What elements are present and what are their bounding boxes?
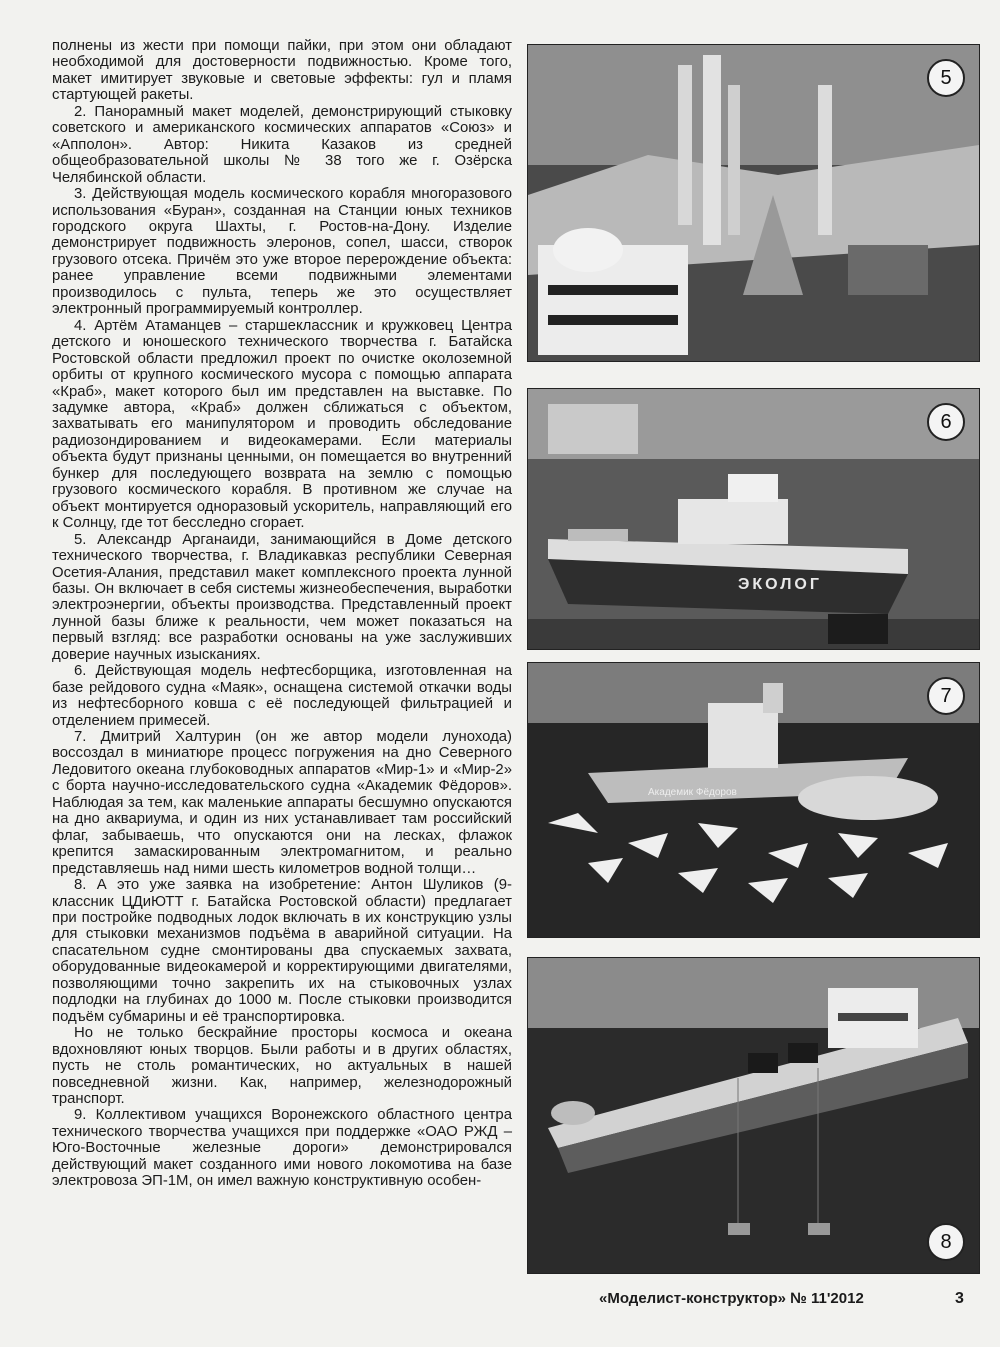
photo-number-badge: 7 <box>927 677 965 715</box>
paragraph-7-mir-submersibles: 7. Дмитрий Халтурин (он же автор модели лунохода) воссоздал в миниатюре процесс погружения на дно Северного Ледовитого океана глубоководных аппаратов «Мир-1» и «Мир-2» с борта научно-исследовательского судна «Академик Фёдоров». Наблюдая за тем, как маленькие аппараты бесшумно опускаются на дно аквариума, и один из них устанавливает там российский флаг, забываешь, что опускаются они на лесках, флажок крепится замаскированным электромагнитом, и реально представляешь над ними шесть километров водной толщи… <box>52 729 512 877</box>
paragraph-5-lunar-base: 5. Александр Арганаиди, занимающийся в Доме детского технического творчества, г. Владикавказ республики Северная Осетия-Алания, представил макет комплексного проекта лунной базы. Он включает в себя системы жизнеобеспечения, выработки электроэнергии, объекты производства. Представленный проект лунной базы ближе к реальности, чем может показаться на первый взгляд: все разработки основаны на уже заслуживших доверие научных изысканиях. <box>52 531 512 663</box>
paragraph-3-buran: 3. Действующая модель космического корабля многоразового использования «Буран», созданная на Станции юных техников городского округа Шахты, г. Ростов-на-Дону. Изделие демонстрирует подвижность элеронов, сопел, шасси, створок грузового отсека. Причём это уже второе перерождение объекта: ранее управление всеми подвижными элементами производилось с пульта, теперь же это осуществляет электронный программируемый контроллер. <box>52 186 512 318</box>
paragraph-transition: Но не только бескрайние просторы космоса и океана вдохновляют юных творцов. Были работы и в других областях, пусть не столь романтических, но актуальных в нашей повседневной жизни. Как, например, железнодорожный транспорт. <box>52 1025 512 1107</box>
ship-name-label: Академик Фёдоров <box>648 787 737 798</box>
page-number: 3 <box>955 1290 964 1307</box>
photo-number-badge: 8 <box>927 1223 965 1261</box>
photo-5-rocket-models <box>527 44 980 362</box>
photo-6-ekolog-ship <box>527 388 980 650</box>
ekolog-ship-illustration <box>528 389 979 649</box>
paragraph-continuation: полнены из жести при помощи пайки, при этом они обладают необходимой для достоверности подвижностью. Кроме того, макет имитирует звуковые и световые эффекты: гул и пламя стартующей ракеты. <box>52 38 512 104</box>
paragraph-9-locomotive: 9. Коллективом учащихся Воронежского областного центра технического творчества учащихся при поддержке «ОАО РЖД – Юго-Восточные железные дороги» демонстрировался действующий макет созданного ими нового локомотива на базе электровоза ЭП-1М, он имел важную конструктивную особен- <box>52 1107 512 1190</box>
photo-number-badge: 5 <box>927 59 965 97</box>
photo-number-badge: 6 <box>927 403 965 441</box>
paragraph-8-submarine-rescue: 8. А это уже заявка на изобретение: Антон Шуликов (9-классник ЦДиЮТТ г. Батайска Ростовской области) предлагает при постройке подводных лодок включать в их конструкцию узлы для стыковки механизмов подъёма в аварийной ситуации. На спасательном судне смонтированы два спускаемых захвата, оборудованные видеокамерой и корректирующими двигателями, позволяющими точно закрепить их на стыковочных узлах подлодки на глубинах до 1000 м. После стыковки производится подъём субмарины и её транспортировка. <box>52 877 512 1025</box>
article-text-column <box>52 38 512 1190</box>
photo-8-rescue-vessel <box>527 957 980 1274</box>
ship-name-label: ЭКОЛОГ <box>738 576 822 593</box>
photo-7-akademik-fedorov <box>527 662 980 938</box>
akademik-fedorov-illustration <box>528 663 979 937</box>
paragraph-6-oil-skimmer: 6. Действующая модель нефтесборщика, изготовленная на базе рейдового судна «Маяк», оснащена системой откачки воды из нефтесборного ковша с её последующей фильтрацией и отделением примесей. <box>52 663 512 729</box>
paragraph-4-krab: 4. Артём Атаманцев – старшеклассник и кружковец Центра детского и юношеского технического творчества г. Батайска Ростовской области предложил проект по очистке околоземной орбиты от крупного космического мусора с помощью аппарата «Краб», макет которого был им представлен на выставке. По задумке автора, «Краб» должен сближаться с объектом, захватывать его манипулятором и проводить обследование радиозондированием и видеокамерами. Если материалы объекта будут признаны ценными, он помещается во внутренний бункер для последующего возврата на землю с помощью грузового космического корабля. В противном же случае на объект монтируется одноразовый ускоритель, направляющий его к Солнцу, где тот бесследно сгорает. <box>52 317 512 532</box>
paragraph-2-soyuz-apollo: 2. Панорамный макет моделей, демонстрирующий стыковку советского и американского космических аппаратов «Союз» и «Апполон». Автор: Никита Казаков из средней общеобразовательной школы № 38 того же г. Озёрска Челябинской области. <box>52 103 512 186</box>
rescue-vessel-illustration <box>528 958 979 1273</box>
rocket-models-illustration <box>528 45 979 361</box>
magazine-footer: «Моделист-конструктор» № 11'2012 <box>599 1290 864 1307</box>
